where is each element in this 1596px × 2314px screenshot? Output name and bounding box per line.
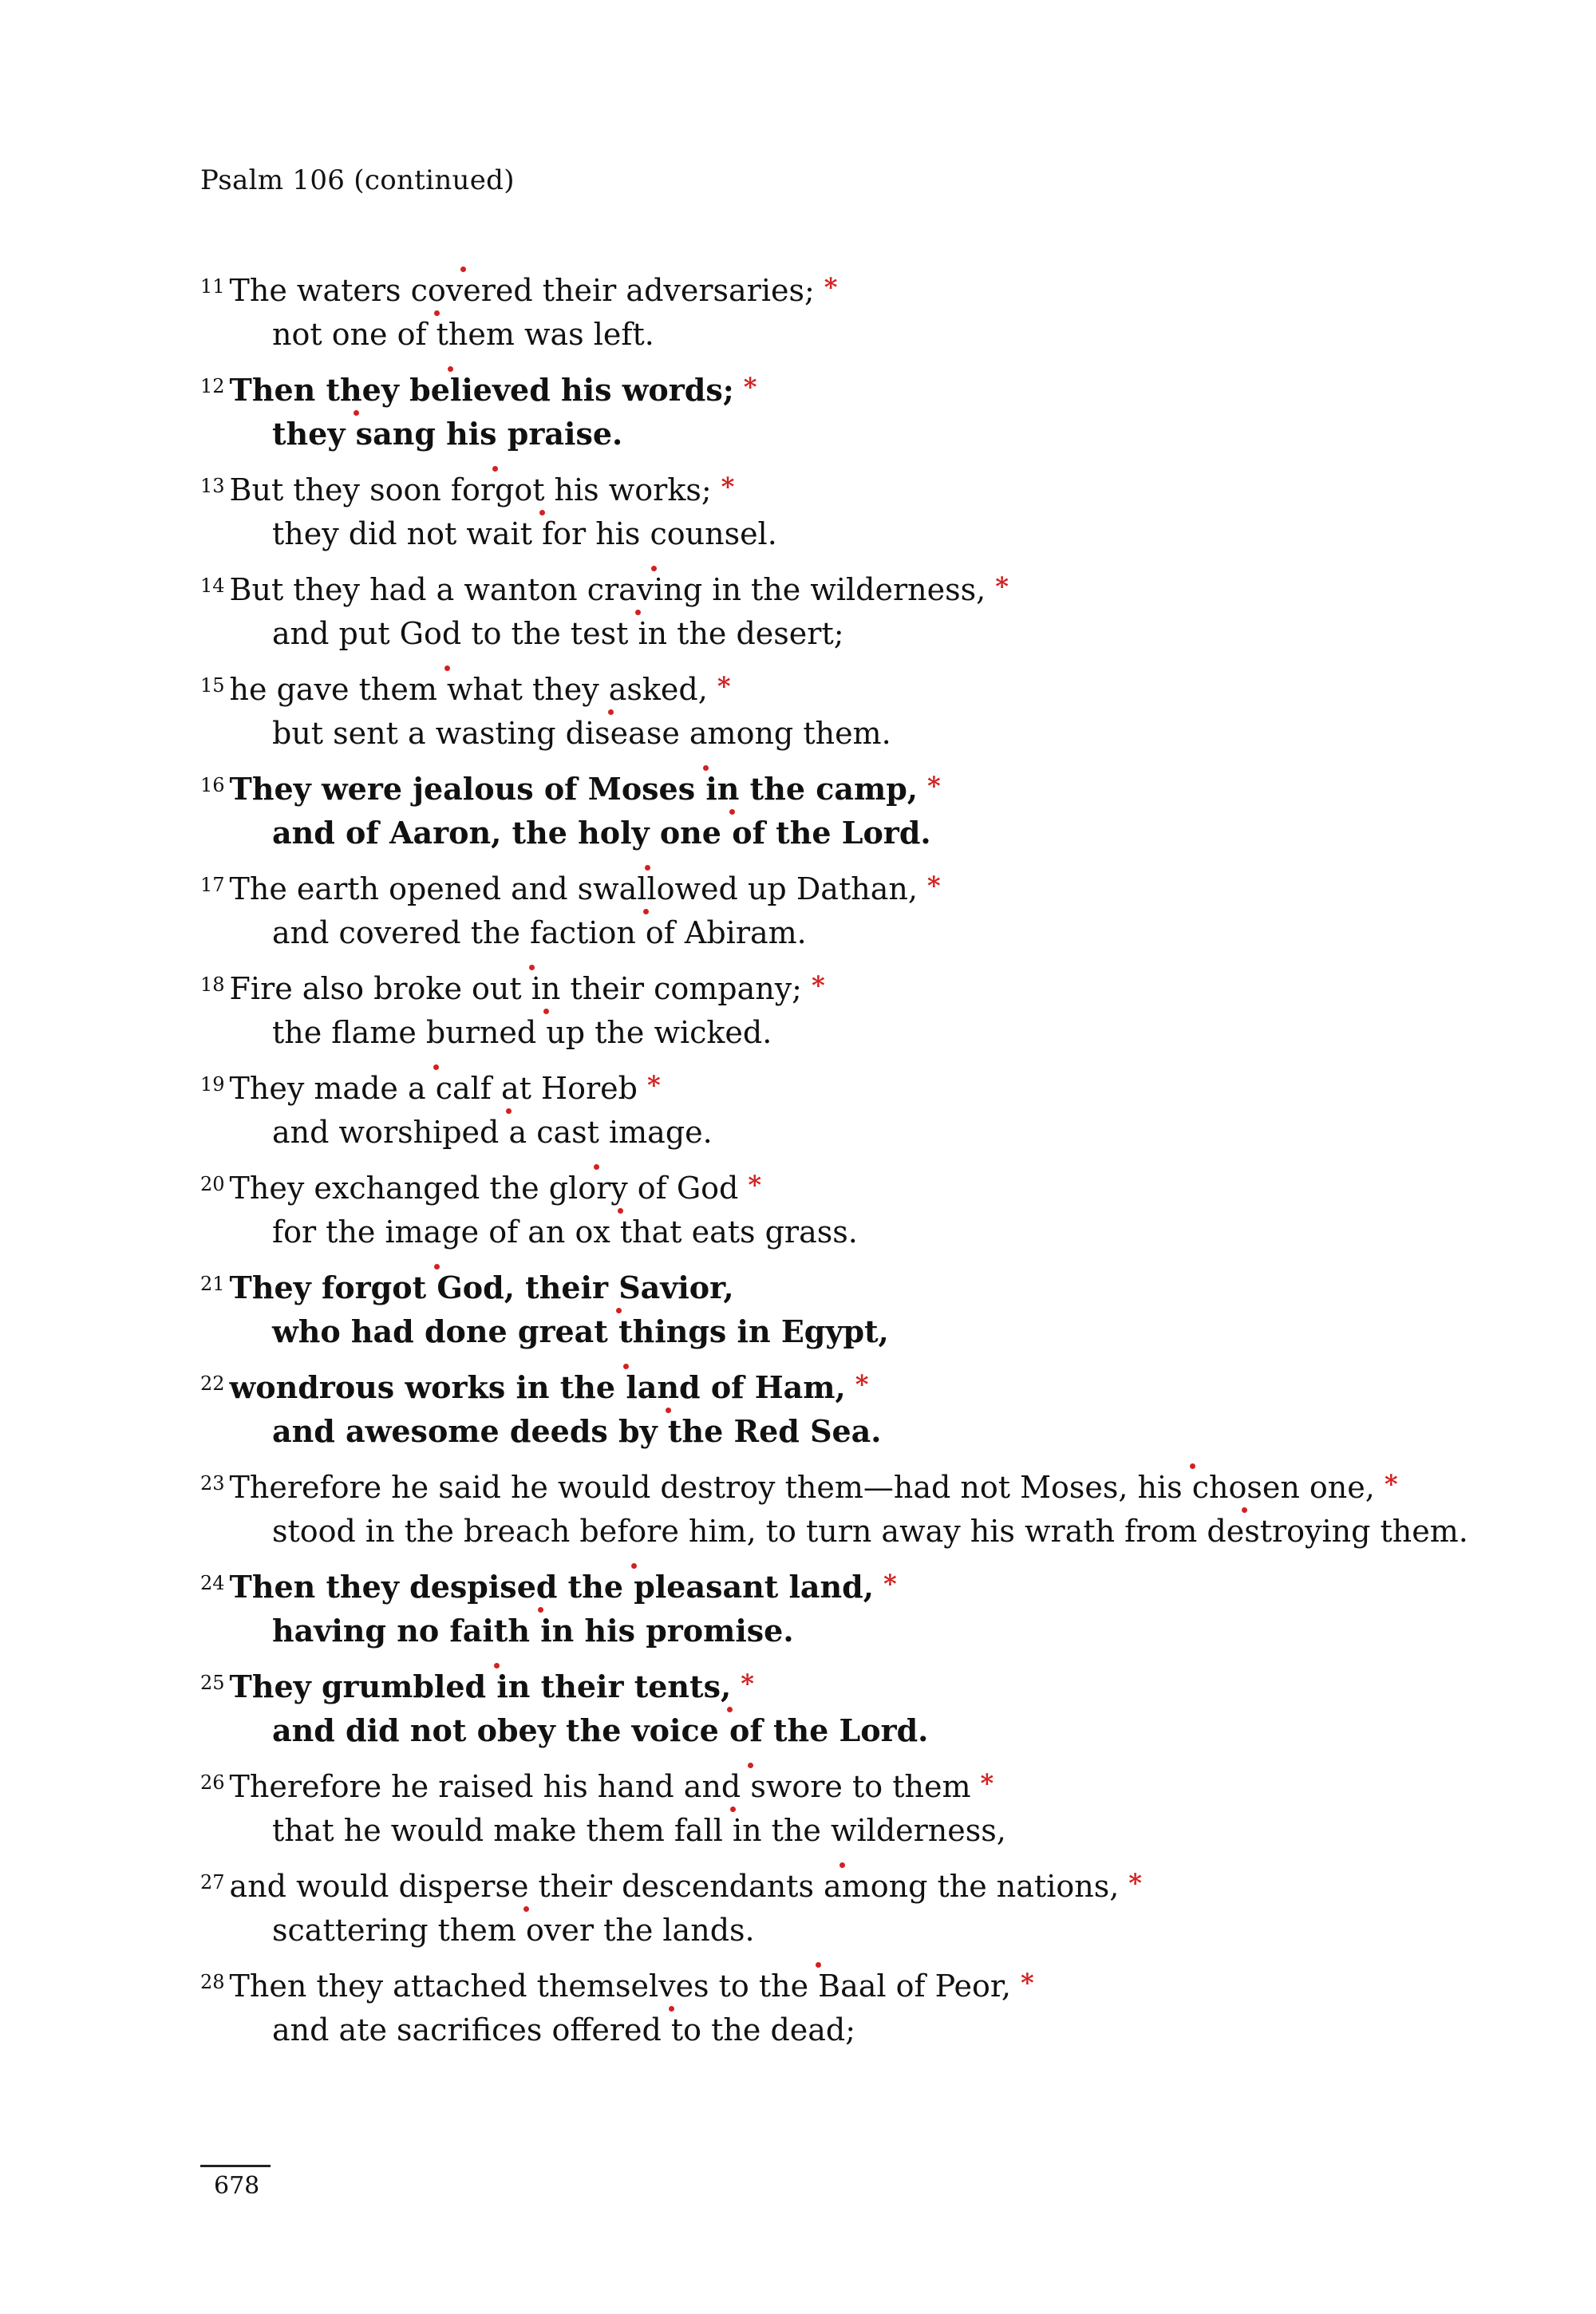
pointing-dot	[816, 1962, 821, 1968]
verse-text: Then they be	[229, 372, 450, 408]
verse-line-1	[200, 1560, 1557, 1607]
page-number: 678	[214, 2172, 260, 2200]
verse-12	[200, 363, 1557, 457]
verse-line-2	[200, 1108, 1557, 1155]
verse-text: ease among them.	[610, 716, 891, 751]
verse-line-1	[200, 463, 1557, 510]
verse-text: and awesome deeds by	[272, 1413, 668, 1449]
verse-text: They forgot	[229, 1270, 437, 1305]
verse-text: Fire also broke out	[229, 971, 531, 1006]
verse-text: Then they despised the	[229, 1569, 634, 1605]
verse-19	[200, 1061, 1557, 1155]
footer-rule	[200, 2165, 271, 2167]
verse-text: mong the nations,	[841, 1869, 1120, 1904]
asterisk-mark: *	[824, 272, 838, 302]
pointing-dot	[448, 366, 453, 372]
pointing-dot	[727, 1707, 733, 1712]
verse-15	[200, 662, 1557, 756]
verse-text: in their company;	[531, 971, 802, 1006]
pointing-dot	[492, 466, 498, 472]
pointing-dot	[1242, 1507, 1247, 1513]
verse-line-2	[200, 1208, 1557, 1255]
verse-number: 23	[200, 1472, 225, 1495]
verse-line-1	[200, 1261, 1557, 1308]
verse-line-2	[200, 1009, 1557, 1056]
pointing-dot	[631, 1563, 637, 1569]
asterisk-mark: *	[855, 1369, 869, 1400]
verse-text: they	[272, 416, 356, 452]
verse-line-1	[200, 662, 1557, 709]
verse-text: scattering them	[272, 1913, 527, 1948]
pointing-dot	[494, 1663, 500, 1668]
verse-line-1	[200, 263, 1557, 310]
verse-text: ing in the wilderness,	[654, 572, 986, 607]
asterisk-mark: *	[980, 1768, 994, 1799]
verse-text: got his works;	[495, 472, 712, 507]
verse-line-1	[200, 1959, 1557, 2006]
verse-text: over the lands.	[526, 1913, 755, 1948]
verse-text: and put God to the test	[272, 616, 638, 651]
verse-number: 20	[200, 1173, 225, 1195]
pointing-dot	[703, 765, 709, 771]
verse-text: things in Egypt,	[618, 1313, 889, 1349]
verse-line-1	[200, 1759, 1557, 1807]
verse-24	[200, 1560, 1557, 1654]
verse-number: 16	[200, 774, 225, 796]
verse-number: 18	[200, 973, 225, 996]
asterisk-mark: *	[1128, 1868, 1143, 1898]
verse-line-2	[200, 1507, 1557, 1554]
verse-text: lieved his words;	[449, 372, 734, 408]
verse-text: sang his praise.	[355, 416, 623, 452]
verse-text: the Red Sea.	[667, 1413, 882, 1449]
verse-line-2	[200, 1308, 1557, 1355]
verse-number: 22	[200, 1372, 225, 1395]
asterisk-mark: *	[646, 1070, 661, 1100]
verse-line-2	[200, 410, 1557, 457]
verse-text: stroying them.	[1244, 1514, 1468, 1549]
verse-line-1	[200, 363, 1557, 410]
pointing-dot	[651, 566, 657, 571]
asterisk-mark: *	[1020, 1968, 1034, 1998]
pointing-dot	[529, 965, 535, 970]
verse-text: and ate sacrifices offered	[272, 2012, 671, 2047]
verse-text: to the dead;	[670, 2012, 856, 2047]
verse-line-1	[200, 1460, 1557, 1507]
verse-line-2	[200, 510, 1557, 557]
verse-line-2	[200, 1807, 1557, 1854]
verse-number: 11	[200, 275, 225, 298]
verse-line-1	[200, 862, 1557, 909]
verse-text: But they soon for	[229, 472, 495, 507]
verse-text: ered their adversaries;	[463, 273, 815, 308]
verse-text: and would disperse their descendants a	[229, 1869, 842, 1904]
verse-number: 28	[200, 1971, 225, 1993]
verse-text: having no faith	[272, 1613, 541, 1649]
asterisk-mark: *	[883, 1569, 897, 1599]
verse-text: The waters cov	[229, 273, 464, 308]
verse-text: for his counsel.	[542, 516, 777, 551]
verse-text: and did not obey the voice	[272, 1712, 730, 1748]
pointing-dot	[669, 2006, 674, 2012]
asterisk-mark: *	[743, 372, 757, 402]
verse-text: in their tents,	[496, 1668, 732, 1704]
pointing-dot	[354, 410, 359, 416]
verse-text: he gave them	[229, 672, 447, 707]
verse-text: a cast image.	[508, 1115, 713, 1150]
verse-line-2	[200, 709, 1557, 756]
verse-text: Baal of Peor,	[818, 1968, 1011, 2004]
verse-26	[200, 1759, 1557, 1854]
verse-text: them was left.	[436, 317, 654, 352]
asterisk-mark: *	[1384, 1469, 1398, 1499]
pointing-dot	[434, 1264, 440, 1270]
pointing-dot	[618, 1208, 623, 1214]
pointing-dot	[666, 1408, 671, 1413]
verse-line-1	[200, 1660, 1557, 1707]
verse-text: But they had a wanton crav	[229, 572, 654, 607]
verse-text: Then they attached themselves to the	[229, 1968, 819, 2004]
pointing-dot	[506, 1108, 512, 1114]
pointing-dot	[444, 665, 450, 671]
verse-27	[200, 1859, 1557, 1953]
asterisk-mark: *	[926, 871, 941, 901]
asterisk-mark: *	[927, 771, 941, 801]
psalm-verses	[200, 263, 1557, 2059]
verse-text: wondrous works in the	[229, 1369, 626, 1405]
verse-text: lowed up Dathan,	[646, 871, 918, 906]
pointing-dot	[608, 709, 614, 715]
verse-text: in the camp,	[705, 771, 918, 807]
pointing-dot	[594, 1164, 599, 1170]
verse-18	[200, 962, 1557, 1056]
verse-number: 15	[200, 674, 225, 697]
verse-number: 27	[200, 1871, 225, 1893]
verse-text: calf at Horeb	[435, 1071, 638, 1106]
verse-text: and worshiped	[272, 1115, 509, 1150]
verse-text: They exchanged the glo	[229, 1171, 597, 1206]
verse-text: not one of	[272, 317, 437, 352]
verse-line-1	[200, 1859, 1557, 1906]
verse-line-1	[200, 563, 1557, 610]
verse-text: land of Ham,	[626, 1369, 846, 1405]
verse-text: They were jealous of Moses	[229, 771, 706, 807]
asterisk-mark: *	[721, 472, 735, 502]
pointing-dot	[538, 1607, 543, 1613]
verse-13	[200, 463, 1557, 557]
verse-text: that eats grass.	[619, 1214, 858, 1250]
verse-number: 12	[200, 375, 225, 397]
verse-text: up the wicked.	[546, 1015, 772, 1050]
verse-line-1	[200, 1061, 1557, 1108]
asterisk-mark: *	[812, 970, 825, 1001]
verse-text: The earth opened and swal	[229, 871, 647, 906]
verse-20	[200, 1161, 1557, 1255]
pointing-dot	[643, 909, 649, 914]
verse-22	[200, 1360, 1557, 1455]
verse-text: but sent a wasting dis	[272, 716, 610, 751]
verse-25	[200, 1660, 1557, 1754]
verse-text: ry of God	[596, 1171, 739, 1206]
verse-text: pleasant land,	[634, 1569, 874, 1605]
verse-number: 17	[200, 874, 225, 896]
page-header: Psalm 106 (continued)	[200, 164, 515, 196]
pointing-dot	[730, 1807, 736, 1812]
verse-line-2	[200, 1607, 1557, 1654]
pointing-dot	[729, 809, 735, 815]
verse-16	[200, 762, 1557, 856]
verse-text: that he would make them fall	[272, 1813, 733, 1848]
pointing-dot	[434, 310, 440, 316]
asterisk-mark: *	[748, 1170, 762, 1200]
verse-text: stood in the breach before him, to turn away his wrath from de	[272, 1514, 1245, 1549]
pointing-dot	[433, 1064, 439, 1070]
verse-number: 24	[200, 1572, 225, 1594]
verse-number: 21	[200, 1273, 225, 1295]
pointing-dot	[539, 510, 545, 515]
verse-text: the flame burned	[272, 1015, 547, 1050]
verse-line-2	[200, 1707, 1557, 1754]
verse-11	[200, 263, 1557, 357]
verse-text: in the desert;	[638, 616, 844, 651]
verse-text: what they asked,	[446, 672, 708, 707]
verse-text: They made a	[229, 1071, 436, 1106]
verse-text: in the wilderness,	[732, 1813, 1006, 1848]
asterisk-mark: *	[995, 571, 1009, 602]
pointing-dot	[616, 1308, 622, 1313]
asterisk-mark: *	[717, 671, 731, 701]
verse-text: chosen one,	[1191, 1470, 1375, 1505]
verse-number: 25	[200, 1672, 225, 1694]
verse-23	[200, 1460, 1557, 1554]
asterisk-mark: *	[741, 1668, 754, 1699]
verse-number: 13	[200, 475, 225, 497]
verse-line-2	[200, 310, 1557, 357]
verse-14	[200, 563, 1557, 657]
verse-text: they did not wait	[272, 516, 543, 551]
verse-text: for the image of an ox	[272, 1214, 620, 1250]
pointing-dot	[635, 610, 641, 615]
verse-line-1	[200, 1161, 1557, 1208]
verse-text: God, their Savior,	[437, 1270, 734, 1305]
verse-text: and covered the faction	[272, 915, 646, 950]
verse-text: of the Lord.	[732, 815, 931, 851]
pointing-dot	[1190, 1463, 1195, 1469]
verse-line-2	[200, 1408, 1557, 1455]
pointing-dot	[543, 1009, 549, 1014]
verse-21	[200, 1261, 1557, 1355]
verse-line-1	[200, 1360, 1557, 1408]
verse-text: in his promise.	[540, 1613, 794, 1649]
pointing-dot	[645, 865, 650, 871]
pointing-dot	[748, 1763, 753, 1768]
verse-line-1	[200, 762, 1557, 809]
verse-number: 14	[200, 575, 225, 597]
verse-text: Therefore he said he would destroy them—had not Moses, his	[229, 1470, 1192, 1505]
verse-28	[200, 1959, 1557, 2053]
pointing-dot	[839, 1862, 845, 1868]
verse-17	[200, 862, 1557, 956]
verse-line-2	[200, 2006, 1557, 2053]
pointing-dot	[623, 1364, 629, 1369]
verse-line-2	[200, 909, 1557, 956]
verse-text: who had done great	[272, 1313, 619, 1349]
pointing-dot	[460, 267, 466, 272]
verse-line-2	[200, 809, 1557, 856]
pointing-dot	[523, 1906, 529, 1912]
verse-line-2	[200, 610, 1557, 657]
verse-number: 19	[200, 1073, 225, 1096]
verse-text: and of Aaron, the holy one	[272, 815, 733, 851]
verse-number: 26	[200, 1771, 225, 1794]
verse-text: of Abiram.	[645, 915, 807, 950]
verse-text: swore to them	[750, 1769, 971, 1804]
verse-line-2	[200, 1906, 1557, 1953]
verse-text: They grumbled	[229, 1668, 497, 1704]
verse-text: Therefore he raised his hand and	[229, 1769, 751, 1804]
verse-line-1	[200, 962, 1557, 1009]
verse-text: of the Lord.	[729, 1712, 929, 1748]
